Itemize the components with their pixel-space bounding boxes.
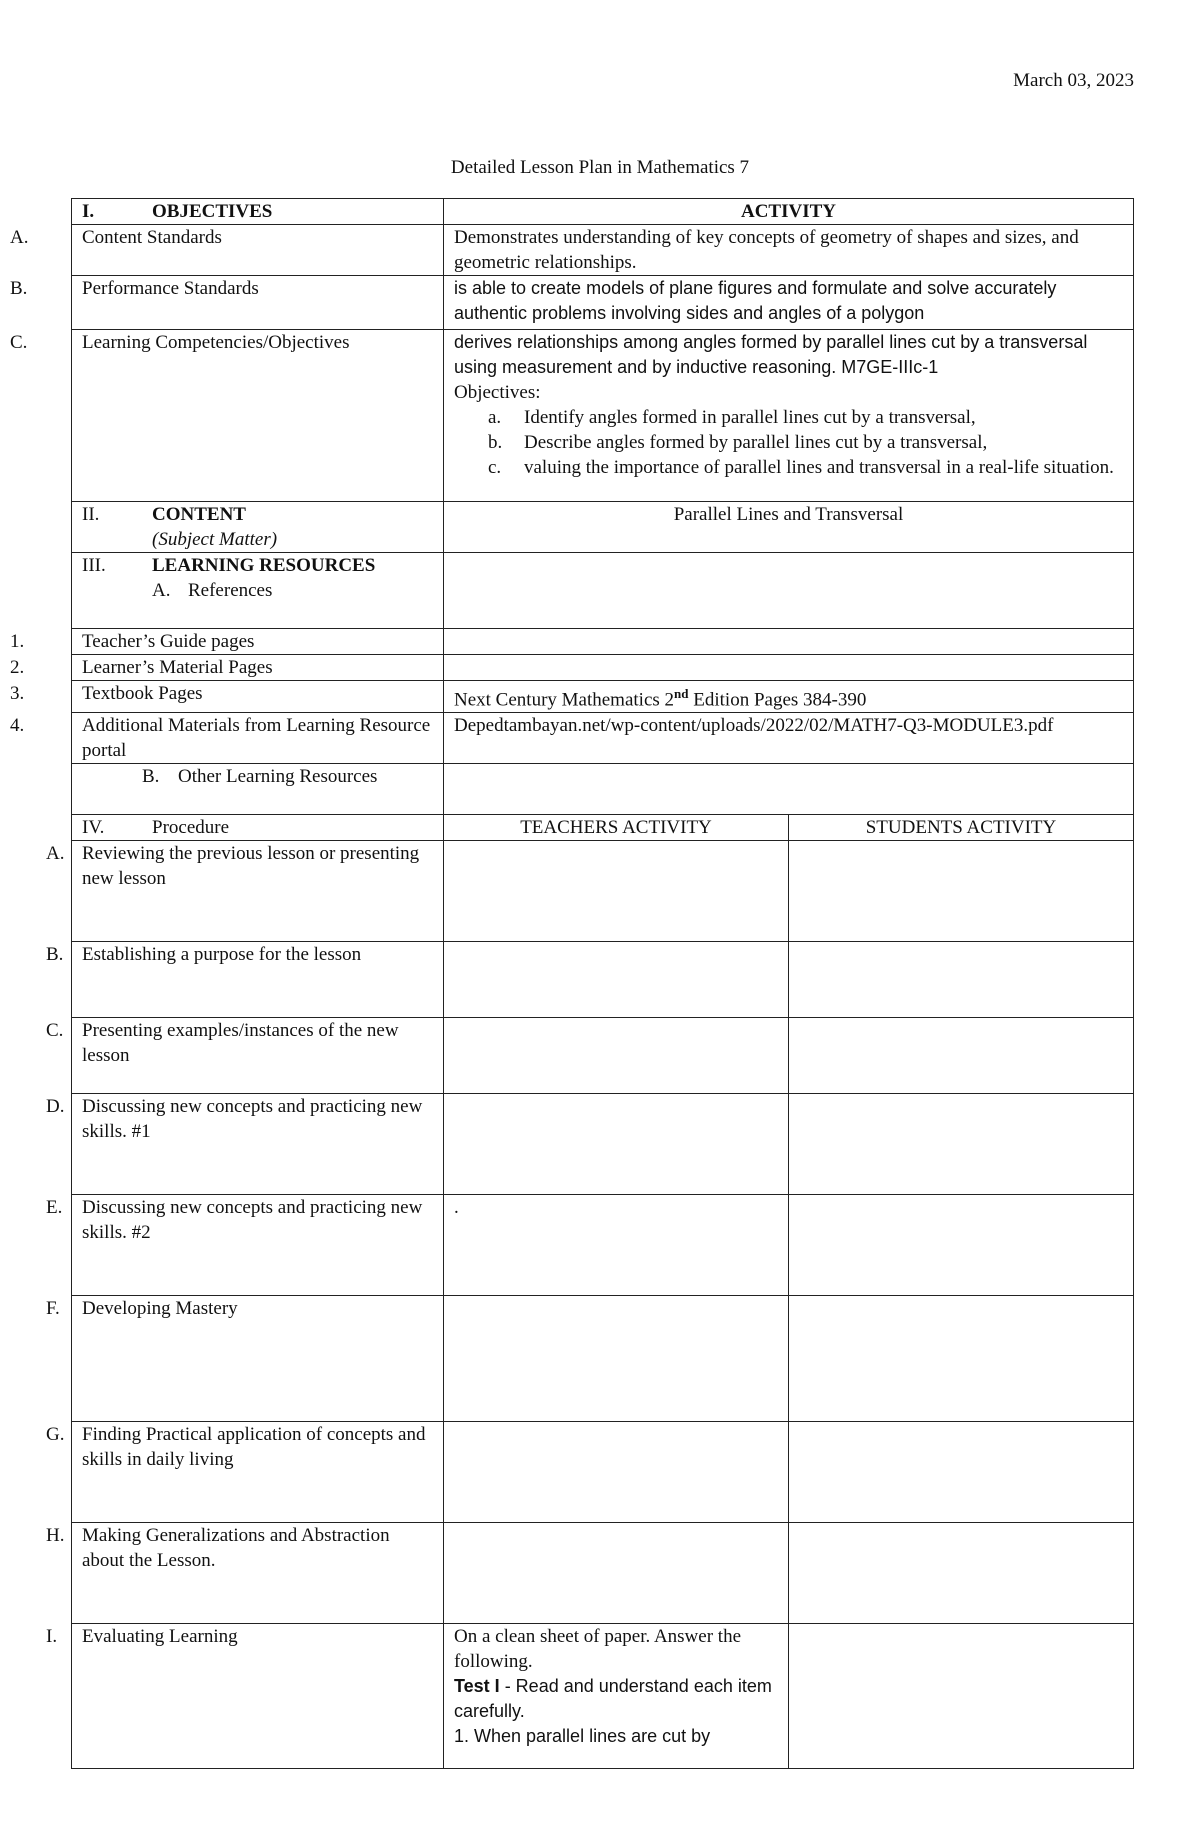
other-resources-row xyxy=(72,764,1134,815)
resource-number: 3. xyxy=(10,683,25,704)
step-letter: H. xyxy=(46,1525,65,1547)
content-standards-label: Content Standards xyxy=(82,227,222,248)
student-activity-cell xyxy=(789,1422,1134,1523)
procedure-step-label-cell xyxy=(46,841,444,942)
competencies-label-cell xyxy=(10,330,444,502)
student-activity-cell xyxy=(789,1094,1134,1195)
objective-item xyxy=(454,430,1123,455)
resource-number: 4. xyxy=(10,715,25,737)
procedure-step-label-cell xyxy=(46,1094,444,1195)
procedure-step-row xyxy=(72,1195,1134,1296)
other-resources-value xyxy=(444,764,1134,815)
competencies-value-cell xyxy=(444,330,1134,502)
resource-row xyxy=(72,655,1134,681)
procedure-step-row xyxy=(72,1018,1134,1094)
competencies-row xyxy=(72,330,1134,502)
step-label: Discussing new concepts and practicing new skills. #2 xyxy=(82,1197,423,1244)
other-resources-label: Other Learning Resources xyxy=(178,766,378,788)
performance-standards-label-cell xyxy=(10,276,444,330)
resource-label-cell xyxy=(10,655,444,681)
content-label-cell xyxy=(72,502,444,553)
objective-marker: b. xyxy=(488,432,503,453)
procedure-step-label-cell xyxy=(46,1018,444,1094)
step-label: Finding Practical application of concepts and skills in daily living xyxy=(82,1424,426,1471)
step-label: Establishing a purpose for the lesson xyxy=(82,944,362,966)
resource-value xyxy=(444,629,1134,655)
teacher-activity-cell xyxy=(444,1296,789,1422)
procedure-step-row xyxy=(72,1296,1134,1422)
content-standards-value: Demonstrates understanding of key concepts of geometry of shapes and sizes, and geometric relationships. xyxy=(444,225,1134,276)
step-letter: B. xyxy=(46,944,64,966)
performance-standards-row xyxy=(72,276,1134,330)
content-numeral: II. xyxy=(82,504,100,525)
teacher-activity-cell xyxy=(444,1523,789,1624)
test-label: Test I xyxy=(454,1676,500,1697)
resources-label-cell xyxy=(72,553,444,629)
test-item: 1. When parallel lines are cut by xyxy=(454,1726,711,1747)
step-letter: I. xyxy=(46,1626,58,1648)
document-title: Detailed Lesson Plan in Mathematics 7 xyxy=(450,157,750,178)
procedure-numeral: IV. xyxy=(82,817,105,839)
teacher-activity-cell xyxy=(444,1624,789,1769)
content-standards-label-cell xyxy=(10,225,444,276)
step-label: Discussing new concepts and practicing new skills. #1 xyxy=(82,1096,423,1143)
resource-row xyxy=(72,629,1134,655)
lesson-plan-table xyxy=(10,198,1134,1769)
student-activity-cell xyxy=(789,942,1134,1018)
resource-label-cell xyxy=(10,629,444,655)
procedure-header-row xyxy=(72,815,1134,841)
textbook-pages: Edition Pages 384-390 xyxy=(688,689,867,711)
objectives-header-row xyxy=(72,199,1134,225)
step-letter: F. xyxy=(46,1298,60,1320)
student-activity-cell xyxy=(789,1018,1134,1094)
step-label: Making Generalizations and Abstraction about the Lesson. xyxy=(82,1525,390,1572)
teacher-activity-cell xyxy=(444,1094,789,1195)
procedure-step-row xyxy=(72,1094,1134,1195)
teacher-activity-cell: . xyxy=(444,1195,789,1296)
step-letter: D. xyxy=(46,1096,65,1118)
step-label: Developing Mastery xyxy=(82,1298,238,1320)
resource-value xyxy=(444,681,1134,713)
objective-item xyxy=(454,405,1123,430)
resources-row xyxy=(72,553,1134,629)
test-instruction xyxy=(454,1674,778,1724)
procedure-heading-cell xyxy=(72,815,444,841)
resource-label: Textbook Pages xyxy=(82,683,203,704)
student-activity-cell xyxy=(789,1523,1134,1624)
references-label: References xyxy=(188,580,273,601)
textbook-title: Next Century Mathematics 2 xyxy=(454,689,675,711)
objectives-list xyxy=(454,405,1123,480)
procedure-step-row xyxy=(72,841,1134,942)
evaluating-instruction: On a clean sheet of paper. Answer the following. xyxy=(454,1626,742,1673)
resource-label-cell xyxy=(10,681,444,713)
content-row xyxy=(72,502,1134,553)
procedure-step-row xyxy=(72,942,1134,1018)
teacher-activity-cell xyxy=(444,1018,789,1094)
procedure-step-label-cell xyxy=(46,1296,444,1422)
resources-value xyxy=(444,553,1134,629)
competencies-value: derives relationships among angles formed by parallel lines cut by a transversal using measurement and by inductive reasoning. M7GE-IIIc-1 xyxy=(454,332,1088,377)
textbook-edition-suffix: nd xyxy=(674,686,689,701)
student-activity-cell xyxy=(789,1296,1134,1422)
step-label: Reviewing the previous lesson or presenting new lesson xyxy=(82,843,420,890)
content-subheading: (Subject Matter) xyxy=(152,529,278,550)
procedure-step-row xyxy=(72,1523,1134,1624)
content-heading: CONTENT xyxy=(152,504,246,525)
objectives-heading: OBJECTIVES xyxy=(152,201,273,222)
objective-marker: a. xyxy=(488,407,502,428)
step-letter: E. xyxy=(46,1197,63,1219)
performance-standards-label: Performance Standards xyxy=(82,278,259,299)
objective-item xyxy=(454,455,1123,480)
resource-value xyxy=(444,655,1134,681)
step-letter: C. xyxy=(46,1020,64,1042)
resource-label-cell xyxy=(10,713,444,764)
other-resources-letter: B. xyxy=(142,766,160,788)
document-date: March 03, 2023 xyxy=(1013,70,1134,91)
objectives-heading-cell xyxy=(72,199,444,225)
competencies-letter: C. xyxy=(10,332,28,353)
content-standards-letter: A. xyxy=(10,227,29,248)
teacher-activity-cell xyxy=(444,1422,789,1523)
resources-heading: LEARNING RESOURCES xyxy=(152,555,376,576)
objectives-numeral: I. xyxy=(82,201,95,222)
content-standards-row xyxy=(72,225,1134,276)
resource-label: Learner’s Material Pages xyxy=(82,657,273,678)
test-rest: - Read and understand each item carefully. xyxy=(454,1676,777,1722)
objective-text: Identify angles formed in parallel lines cut by a transversal, xyxy=(524,407,976,428)
content-value: Parallel Lines and Transversal xyxy=(444,502,1134,553)
resources-numeral: III. xyxy=(82,555,106,576)
student-activity-cell xyxy=(789,1624,1134,1769)
objective-marker: c. xyxy=(488,457,502,478)
procedure-step-label-cell xyxy=(46,1624,444,1769)
teachers-activity-heading: TEACHERS ACTIVITY xyxy=(444,815,789,841)
resource-number: 1. xyxy=(10,631,25,652)
resource-number: 2. xyxy=(10,657,25,678)
procedure-step-label-cell xyxy=(46,1195,444,1296)
student-activity-cell xyxy=(789,1195,1134,1296)
resource-label: Teacher’s Guide pages xyxy=(82,631,255,652)
resource-row xyxy=(72,681,1134,713)
teacher-activity-cell xyxy=(444,942,789,1018)
step-letter: A. xyxy=(46,843,65,865)
objective-text: valuing the importance of parallel lines and transversal in a real-life situation. xyxy=(524,457,1114,478)
procedure-step-label-cell xyxy=(46,1523,444,1624)
competencies-label: Learning Competencies/Objectives xyxy=(82,332,350,353)
procedure-step-label-cell xyxy=(46,1422,444,1523)
procedure-step-row xyxy=(72,1624,1134,1769)
other-resources-label-cell xyxy=(72,764,444,815)
step-label: Evaluating Learning xyxy=(82,1626,238,1648)
performance-standards-letter: B. xyxy=(10,278,28,299)
objectives-label: Objectives: xyxy=(454,382,541,403)
resource-value: Depedtambayan.net/wp-content/uploads/2022/02/MATH7-Q3-MODULE3.pdf xyxy=(444,713,1134,764)
resource-row xyxy=(72,713,1134,764)
objective-text: Describe angles formed by parallel lines cut by a transversal, xyxy=(524,432,988,453)
student-activity-cell xyxy=(789,841,1134,942)
resource-label: Additional Materials from Learning Resource portal xyxy=(82,715,431,762)
students-activity-heading: STUDENTS ACTIVITY xyxy=(789,815,1134,841)
procedure-step-label-cell xyxy=(46,942,444,1018)
procedure-step-row xyxy=(72,1422,1134,1523)
step-label: Presenting examples/instances of the new lesson xyxy=(82,1020,399,1067)
activity-heading: ACTIVITY xyxy=(444,199,1134,225)
performance-standards-value: is able to create models of plane figures and formulate and solve accurately authentic problems involving sides and angles of a polygon xyxy=(444,276,1134,330)
step-letter: G. xyxy=(46,1424,65,1446)
references-letter: A. xyxy=(152,580,171,601)
teacher-activity-cell xyxy=(444,841,789,942)
procedure-heading: Procedure xyxy=(152,817,230,839)
